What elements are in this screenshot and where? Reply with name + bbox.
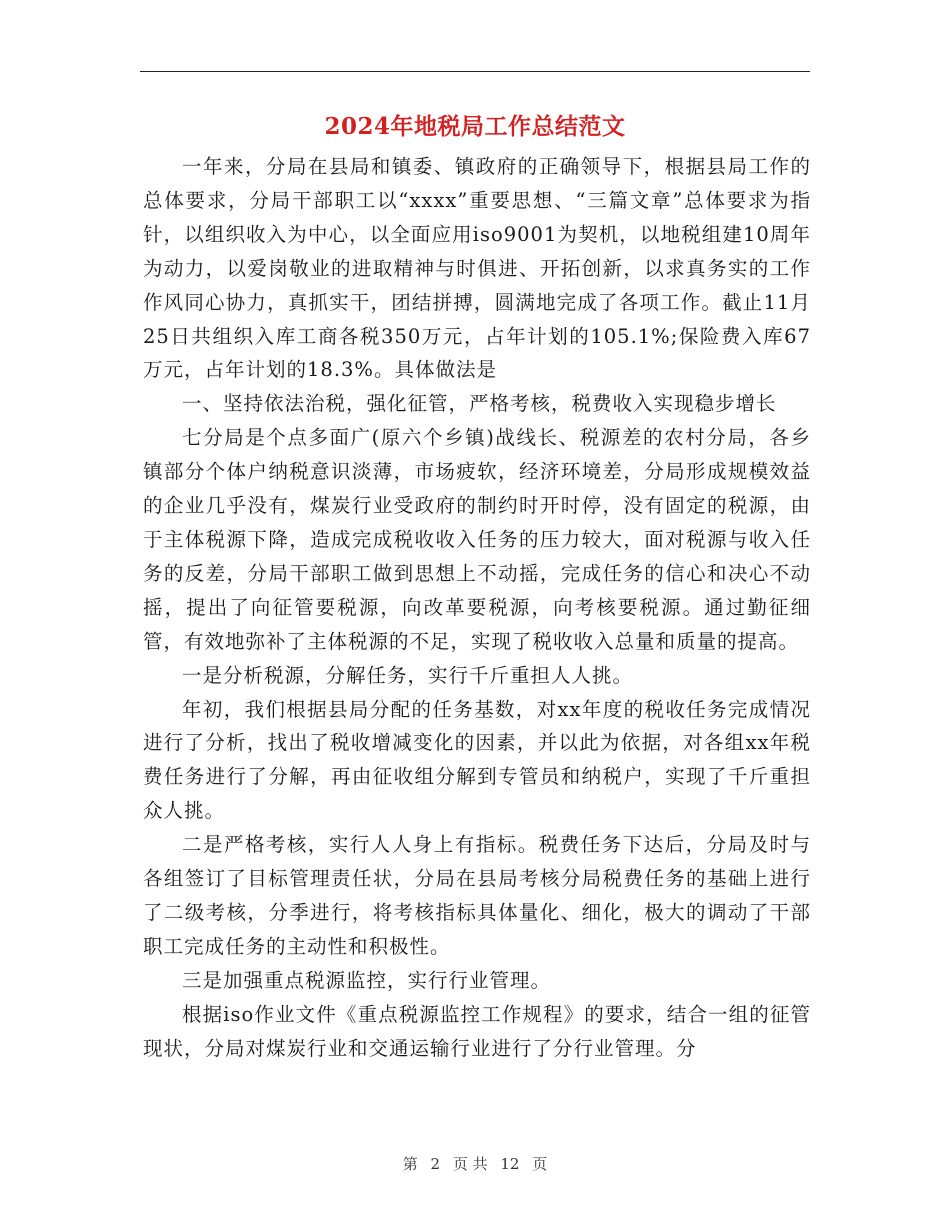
- header-rule: [140, 71, 810, 72]
- document-title: 2024年地税局工作总结范文: [324, 113, 626, 140]
- footer-prefix: 第: [402, 1155, 418, 1173]
- document-body: [143, 150, 811, 1065]
- footer-current-page: 2: [430, 1155, 441, 1173]
- paragraph: 年初，我们根据县局分配的任务基数，对xx年度的税收任务完成情况进行了分析，找出了税收增减变化的因素，并以此为依据，对各组xx年税费任务进行了分解，再由征收组分解到专管员和纳税户，实现了千斤重担众人挑。: [143, 697, 811, 823]
- footer-middle: 页 共: [452, 1155, 488, 1173]
- paragraph: 一、坚持依法治税，强化征管，严格考核，税费收入实现稳步增长: [182, 392, 777, 416]
- paragraph: 七分局是个点多面广(原六个乡镇)战线长、税源差的农村分局，各乡镇部分个体户纳税意识淡薄，市场疲软，经济环境差，分局形成规模效益的企业几乎没有，煤炭行业受政府的制约时开时停，没有固定的税源，由于主体税源下降，造成完成税收收入任务的压力较大，面对税源与收入任务的反差，分局干部职工做到思想上不动摇，完成任务的信心和决心不动摇，提出了向征管要税源，向改革要税源，向考核要税源。通过勤征细管，有效地弥补了主体税源的不足，实现了税收收入总量和质量的提高。: [143, 426, 811, 653]
- paragraph: 二是严格考核，实行人人身上有指标。税费任务下达后，分局及时与各组签订了目标管理责任状，分局在县局考核分局税费任务的基础上进行了二级考核，分季进行，将考核指标具体量化、细化，极大的调动了干部职工完成任务的主动性和积极性。: [143, 833, 811, 958]
- paragraph: 三是加强重点税源监控，实行行业管理。: [182, 968, 552, 992]
- footer-suffix: 页: [532, 1155, 548, 1173]
- paragraph: 一是分析税源，分解任务，实行千斤重担人人挑。: [182, 663, 634, 687]
- paragraph: 一年来，分局在县局和镇委、镇政府的正确领导下，根据县局工作的总体要求，分局干部职工以“xxxx”重要思想、“三篇文章”总体要求为指针，以组织收入为中心，以全面应用iso9001为契机，以地税组建10周年为动力，以爱岗敬业的进取精神与时俱进、开拓创新，以求真务实的工作作风同心协力，真抓实干，团结拼搏，圆满地完成了各项工作。截止11月25日共组织入库工商各税350万元，占年计划的105.1%;保险费入库67万元，占年计划的18.3%。具体做法是: [143, 155, 811, 382]
- paragraph: 根据iso作业文件《重点税源监控工作规程》的要求，结合一组的征管现状，分局对煤炭行业和交通运输行业进行了分行业管理。分: [143, 1002, 811, 1060]
- page-footer: [0, 1153, 950, 1174]
- footer-total-pages: 12: [500, 1155, 520, 1173]
